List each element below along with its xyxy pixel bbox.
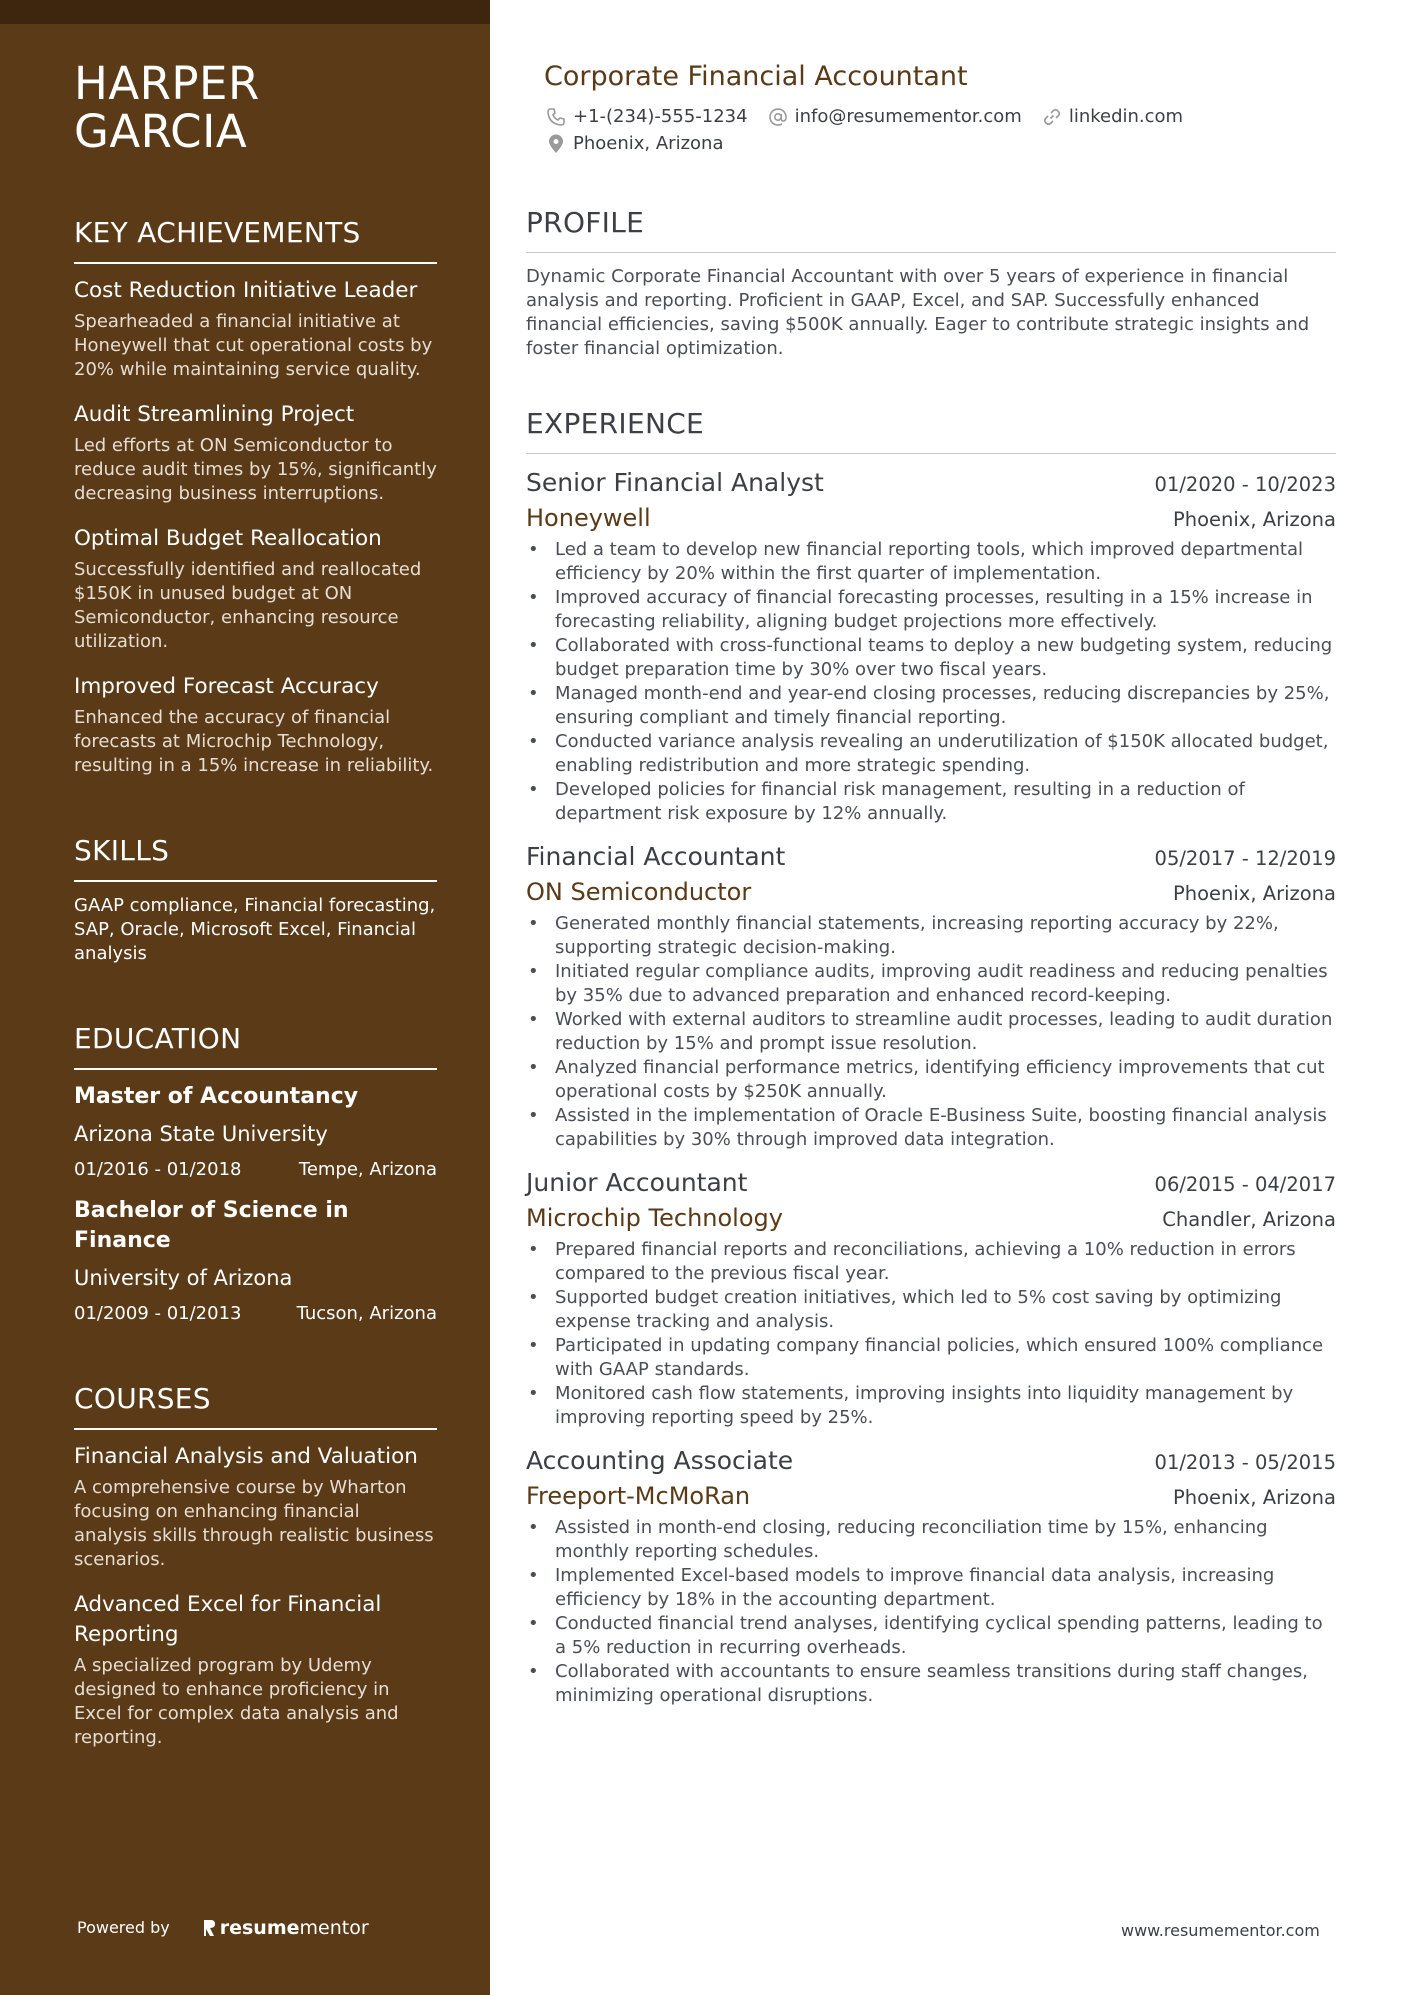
profile-text: Dynamic Corporate Financial Accountant with over 5 years of experience in financial analysis and reporting. Proficient in GAAP, Excel, and SAP. Successfully enhanced financial efficiencies, saving $500K annually. Eager to contribute strategic insights and foster financial optimization. — [526, 266, 1310, 359]
courses-heading: COURSES — [74, 1382, 437, 1430]
achievement-title: Cost Reduction Initiative Leader — [74, 278, 418, 303]
job-header-row — [526, 1166, 1336, 1202]
at-sign-icon — [768, 107, 788, 127]
job-dates: 01/2020 - 10/2023 — [1154, 473, 1336, 496]
phone-text: +1-(234)-555-1234 — [573, 106, 748, 127]
powered-by — [77, 1918, 369, 1938]
profile-section — [526, 206, 1336, 361]
job-bullet: • Generated monthly financial statements, increasing reporting accuracy by 22%, supporting strategic decision-making. — [526, 912, 1336, 960]
location-text: Phoenix, Arizona — [573, 133, 724, 154]
job-bullets — [526, 538, 1336, 826]
job-bullet: • Participated in updating company financial policies, which ensured 100% compliance with GAAP standards. — [526, 1334, 1336, 1382]
job-bullet: • Conducted variance analysis revealing an underutilization of $150K allocated budget, enabling redistribution and more strategic spending. — [526, 730, 1336, 778]
education-dates: 01/2016 - 01/2018 — [74, 1159, 242, 1180]
job-bullet: • Monitored cash flow statements, improving insights into liquidity management by improving reporting speed by 25%. — [526, 1382, 1336, 1430]
job-company-row — [526, 502, 1336, 536]
achievement-item — [74, 672, 437, 778]
job-bullets — [526, 1516, 1336, 1708]
job-bullet: • Conducted financial trend analyses, identifying cyclical spending patterns, leading to a 5% reduction in recurring overheads. — [526, 1612, 1336, 1660]
job-bullet: • Implemented Excel-based models to improve financial data analysis, increasing efficiency by 18% in the accounting department. — [526, 1564, 1336, 1612]
job-header-row — [526, 1444, 1336, 1480]
skills-section — [74, 834, 437, 966]
job-location: Chandler, Arizona — [1162, 1208, 1336, 1231]
profile-heading: PROFILE — [526, 206, 1336, 253]
job-bullet: • Prepared financial reports and reconciliations, achieving a 10% reduction in errors compared to the previous fiscal year. — [526, 1238, 1336, 1286]
experience-heading: EXPERIENCE — [526, 407, 1336, 454]
brand-bold: resume — [219, 1917, 300, 1939]
job-bullets — [526, 1238, 1336, 1430]
education-item — [74, 1082, 437, 1182]
job-bullet: • Improved accuracy of financial forecasting processes, resulting in a 15% increase in forecasting reliability, aligning budget projections more effectively. — [526, 586, 1336, 634]
job-bullet: • Analyzed financial performance metrics, identifying efficiency improvements that cut operational costs by $250K annually. — [526, 1056, 1336, 1104]
course-title: Advanced Excel for Financial Reporting — [74, 1592, 382, 1647]
achievement-title: Audit Streamlining Project — [74, 402, 355, 427]
achievement-title: Optimal Budget Reallocation — [74, 526, 382, 551]
job-location: Phoenix, Arizona — [1172, 508, 1336, 531]
education-degree: Bachelor of Science in Finance — [74, 1198, 349, 1253]
job-company-row — [526, 1480, 1336, 1514]
skills-heading: SKILLS — [74, 834, 437, 882]
job-bullet: • Assisted in the implementation of Oracle E-Business Suite, boosting financial analysis capabilities by 30% through improved data integration. — [526, 1104, 1336, 1152]
job-header-row — [526, 840, 1336, 876]
education-school: Arizona State University — [74, 1122, 328, 1146]
skills-text: GAAP compliance, Financial forecasting, SAP, Oracle, Microsoft Excel, Financial analysis — [74, 895, 436, 964]
experience-section — [526, 407, 1336, 1708]
education-dates: 01/2009 - 01/2013 — [74, 1303, 242, 1324]
contact-location — [546, 131, 723, 157]
brand-light: mentor — [299, 1917, 369, 1939]
education-heading: EDUCATION — [74, 1022, 437, 1070]
job-dates: 01/2013 - 05/2015 — [1154, 1451, 1336, 1474]
job-company-row — [526, 876, 1336, 910]
sidebar-top-bar — [0, 0, 490, 24]
job-entry — [526, 840, 1336, 1152]
achievement-item — [74, 524, 437, 654]
contact-info — [546, 104, 1336, 158]
achievement-description: Led efforts at ON Semiconductor to reduce audit times by 15%, significantly decreasing business interruptions. — [74, 435, 437, 504]
job-bullet: • Led a team to develop new financial reporting tools, which improved departmental efficiency by 20% within the first quarter of implementation. — [526, 538, 1336, 586]
education-meta — [74, 1302, 437, 1326]
jobs-list — [526, 466, 1336, 1708]
job-company: ON Semiconductor — [526, 878, 752, 906]
education-list — [74, 1082, 437, 1326]
achievements-list — [74, 276, 437, 778]
job-bullet: • Worked with external auditors to streamline audit processes, leading to audit duration reduction by 15% and prompt issue resolution. — [526, 1008, 1336, 1056]
candidate-name — [74, 57, 437, 158]
job-bullet: • Developed policies for financial risk management, resulting in a reduction of department risk exposure by 12% annually. — [526, 778, 1336, 826]
footer-url[interactable]: www.resumementor.com — [1121, 1921, 1320, 1940]
education-school: University of Arizona — [74, 1266, 293, 1290]
job-dates: 06/2015 - 04/2017 — [1154, 1173, 1336, 1196]
job-company: Honeywell — [526, 504, 651, 532]
achievement-description: Spearheaded a financial initiative at Honeywell that cut operational costs by 20% while maintaining service quality. — [74, 311, 433, 380]
job-role: Financial Accountant — [526, 842, 786, 871]
linkedin-text: linkedin.com — [1068, 106, 1184, 127]
job-location: Phoenix, Arizona — [1172, 882, 1336, 905]
course-description: A comprehensive course by Wharton focusing on enhancing financial analysis skills through realistic business scenarios. — [74, 1477, 434, 1570]
job-bullet: • Assisted in month-end closing, reducing reconciliation time by 15%, enhancing monthly reporting schedules. — [526, 1516, 1336, 1564]
job-role: Accounting Associate — [526, 1446, 794, 1475]
achievement-item — [74, 276, 437, 382]
achievement-title: Improved Forecast Accuracy — [74, 674, 379, 699]
education-degree: Master of Accountancy — [74, 1084, 359, 1109]
job-bullet: • Managed month-end and year-end closing processes, reducing discrepancies by 25%, ensuring compliant and timely financial reporting. — [526, 682, 1336, 730]
course-item — [74, 1590, 437, 1750]
job-bullets — [526, 912, 1336, 1152]
job-company-row — [526, 1202, 1336, 1236]
contact-linkedin[interactable] — [1042, 104, 1183, 130]
education-section — [74, 1022, 437, 1326]
email-text: info@resumementor.com — [794, 106, 1022, 127]
job-company: Freeport-McMoRan — [526, 1482, 751, 1510]
achievements-heading: KEY ACHIEVEMENTS — [74, 216, 437, 264]
job-entry — [526, 1444, 1336, 1708]
job-role: Junior Accountant — [526, 1168, 748, 1197]
job-entry — [526, 466, 1336, 826]
course-item — [74, 1442, 437, 1572]
location-pin-icon — [546, 134, 566, 154]
powered-by-label: Powered by — [77, 1918, 170, 1937]
job-entry — [526, 1166, 1336, 1430]
education-location: Tempe, Arizona — [298, 1159, 437, 1180]
job-bullet: • Supported budget creation initiatives, which led to 5% cost saving by optimizing expense tracking and analysis. — [526, 1286, 1336, 1334]
target-job-title: Corporate Financial Accountant — [544, 61, 968, 92]
education-item — [74, 1196, 437, 1326]
job-location: Phoenix, Arizona — [1172, 1486, 1336, 1509]
job-role: Senior Financial Analyst — [526, 468, 824, 497]
sidebar — [0, 0, 490, 1995]
course-description: A specialized program by Udemy designed to enhance proficiency in Excel for complex data analysis and reporting. — [74, 1655, 399, 1748]
brand-logo[interactable] — [202, 1918, 369, 1938]
last-name: GARCIA — [74, 105, 248, 158]
phone-icon — [546, 107, 566, 127]
contact-phone[interactable] — [546, 104, 748, 130]
job-header-row — [526, 466, 1336, 502]
job-bullet: • Collaborated with cross-functional teams to deploy a new budgeting system, reducing budget preparation time by 30% over two fiscal years. — [526, 634, 1336, 682]
link-icon — [1042, 107, 1062, 127]
contact-email[interactable] — [768, 104, 1022, 130]
education-meta — [74, 1158, 437, 1182]
achievements-section — [74, 216, 437, 778]
sidebar-content — [74, 57, 437, 1768]
job-bullet: • Initiated regular compliance audits, improving audit readiness and reducing penalties by 35% due to advanced preparation and enhanced record-keeping. — [526, 960, 1336, 1008]
resumementor-logo-icon — [202, 1918, 216, 1938]
achievement-description: Enhanced the accuracy of financial forecasts at Microchip Technology, resulting in a 15% increase in reliability. — [74, 707, 434, 776]
main-content — [526, 60, 1336, 1722]
job-company: Microchip Technology — [526, 1204, 783, 1232]
courses-section — [74, 1382, 437, 1750]
achievement-description: Successfully identified and reallocated $150K in unused budget at ON Semiconductor, enhancing resource utilization. — [74, 559, 422, 652]
achievement-item — [74, 400, 437, 506]
job-bullet: • Collaborated with accountants to ensure seamless transitions during staff changes, minimizing operational disruptions. — [526, 1660, 1336, 1708]
first-name: HARPER — [74, 57, 260, 110]
course-title: Financial Analysis and Valuation — [74, 1444, 418, 1469]
courses-list — [74, 1442, 437, 1750]
job-dates: 05/2017 - 12/2019 — [1154, 847, 1336, 870]
education-location: Tucson, Arizona — [296, 1303, 437, 1324]
